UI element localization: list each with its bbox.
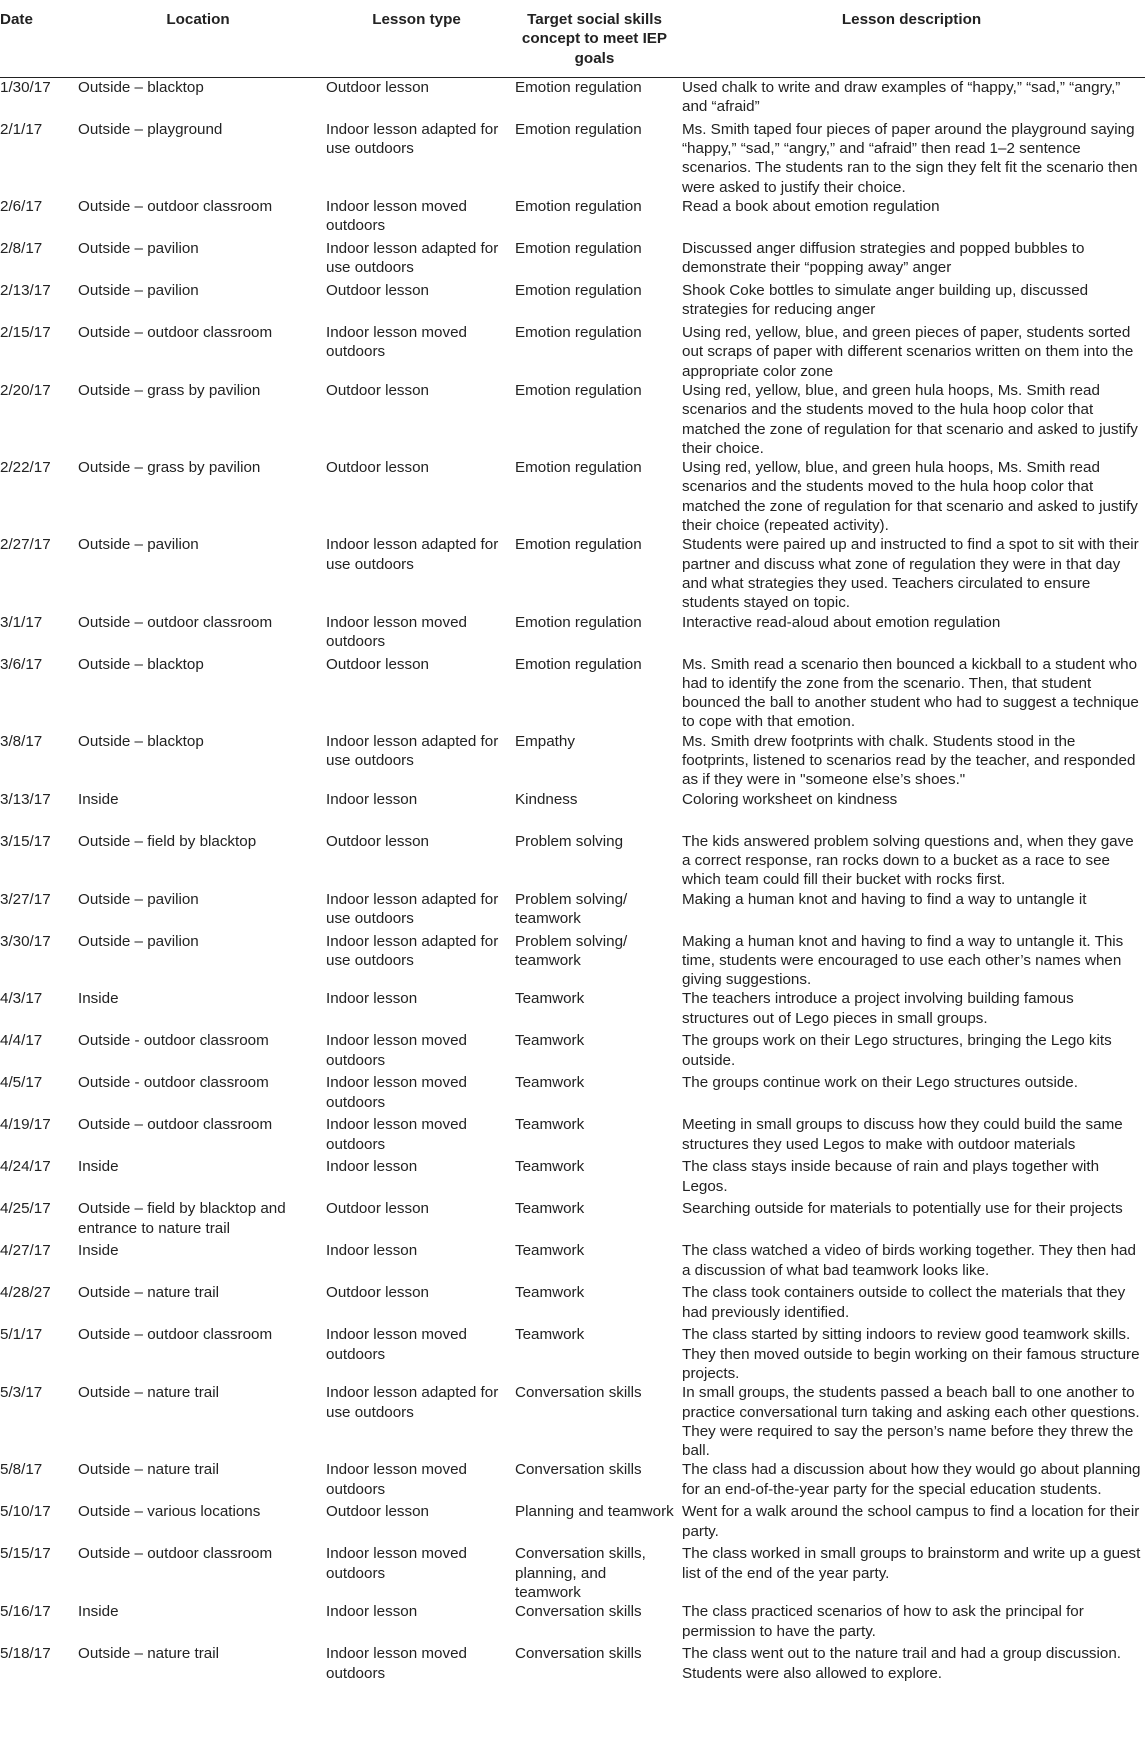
cell-date: 4/5/17 [0, 1074, 43, 1092]
cell-target-skill: Emotion regulation [515, 198, 642, 216]
table-row [0, 1644, 1145, 1686]
cell-description: Ms. Smith drew footprints with chalk. Students stood in the footprints, listened to scenarios read by the teacher, and responded as if they were in "someone else’s shoes." [682, 732, 1136, 789]
table-row [0, 732, 1145, 790]
table-row [0, 1502, 1145, 1544]
cell-date: 2/15/17 [0, 324, 51, 342]
header-location: Location [74, 0, 322, 77]
cell-target-skill: Emotion regulation [515, 655, 642, 673]
table-row [0, 1602, 1145, 1644]
cell-date: 4/24/17 [0, 1158, 51, 1176]
cell-lesson-type: Outdoor lesson [326, 655, 429, 673]
cell-lesson-type: Indoor lesson adapted for use outdoors [326, 732, 499, 770]
table-row [0, 613, 1145, 655]
cell-lesson-type: Indoor lesson [326, 1158, 418, 1176]
cell-lesson-type: Indoor lesson adapted for use outdoors [326, 890, 499, 927]
cell-location: Outside – pavilion [78, 240, 199, 258]
cell-date: 3/30/17 [0, 932, 51, 950]
cell-location: Outside – outdoor classroom [78, 613, 273, 631]
table-row [0, 1241, 1145, 1283]
cell-lesson-type: Indoor lesson [326, 1242, 418, 1260]
header-lesson-description: Lesson description [678, 0, 1145, 77]
cell-location: Outside – blacktop [78, 732, 204, 750]
cell-date: 2/8/17 [0, 240, 43, 258]
cell-target-skill: Teamwork [515, 1074, 585, 1092]
cell-lesson-type: Indoor lesson moved outdoors [326, 1645, 467, 1682]
cell-lesson-type: Indoor lesson adapted for use outdoors [326, 932, 499, 969]
cell-lesson-type: Outdoor lesson [326, 1503, 429, 1521]
cell-location: Inside [78, 990, 119, 1008]
cell-location: Outside – outdoor classroom [78, 1545, 273, 1563]
cell-location: Outside – pavilion [78, 536, 199, 554]
table-row [0, 1283, 1145, 1325]
cell-target-skill: Conversation skills [515, 1603, 642, 1621]
cell-lesson-type: Indoor lesson moved outdoors [326, 324, 467, 361]
table-body [0, 77, 1145, 1686]
cell-lesson-type: Outdoor lesson [326, 1200, 429, 1218]
cell-location: Outside – blacktop [78, 78, 204, 96]
cell-location: Inside [78, 1242, 119, 1260]
cell-date: 3/6/17 [0, 655, 43, 673]
cell-lesson-type: Outdoor lesson [326, 832, 429, 850]
header-lesson-type: Lesson type [322, 0, 511, 77]
cell-date: 2/13/17 [0, 282, 51, 300]
cell-target-skill: Planning and teamwork [515, 1503, 674, 1521]
cell-lesson-type: Indoor lesson adapted for use outdoors [326, 536, 499, 573]
cell-description: Using red, yellow, blue, and green pieces of paper, students sorted out scraps of paper with different scenarios written on them into the appropriate color zone [682, 324, 1134, 380]
table-row [0, 790, 1145, 832]
cell-description: The class practiced scenarios of how to ask the principal for permission to have the party. [682, 1603, 1084, 1640]
cell-location: Outside – pavilion [78, 282, 199, 300]
header-date: Date [0, 0, 74, 77]
table-row [0, 832, 1145, 890]
cell-lesson-type: Indoor lesson moved outdoors [326, 1461, 467, 1498]
cell-description: The class had a discussion about how they would go about planning for an end-of-the-year party for the special education students. [682, 1461, 1141, 1498]
cell-description: Meeting in small groups to discuss how they could build the same structures they used Legos to make with outdoor materials [682, 1116, 1123, 1153]
cell-location: Outside – various locations [78, 1503, 261, 1521]
cell-target-skill: Emotion regulation [515, 381, 642, 399]
table-row [0, 197, 1145, 239]
table-row [0, 120, 1145, 197]
table-row [0, 1157, 1145, 1199]
cell-location: Outside – field by blacktop and entrance to nature trail [78, 1200, 286, 1237]
header-target-skill: Target social skills concept to meet IEP goals [511, 0, 678, 77]
cell-date: 4/28/27 [0, 1284, 51, 1302]
cell-date: 3/15/17 [0, 832, 51, 850]
cell-lesson-type: Outdoor lesson [326, 381, 429, 399]
cell-target-skill: Teamwork [515, 1284, 585, 1302]
table-header-row [0, 0, 1145, 77]
table-row [0, 989, 1145, 1031]
cell-lesson-type: Indoor lesson moved outdoors [326, 1032, 467, 1069]
table-row [0, 239, 1145, 281]
cell-location: Outside – playground [78, 120, 223, 138]
cell-target-skill: Conversation skills [515, 1461, 642, 1479]
cell-date: 5/1/17 [0, 1326, 43, 1344]
cell-lesson-type: Indoor lesson moved outdoors [326, 1116, 467, 1153]
cell-description: Ms. Smith read a scenario then bounced a kickball to a student who had to identify the zone from the scenario. Then, that student bounced the ball to another student who had to suggest a technique to cope with that emotion. [682, 655, 1139, 731]
cell-lesson-type: Indoor lesson adapted for use outdoors [326, 120, 499, 158]
table-row [0, 1115, 1145, 1157]
cell-description: Ms. Smith taped four pieces of paper around the playground saying “happy,” “sad,” “angry,” and “afraid” then read 1–2 sentence scenarios. The students ran to the sign they felt fit the scenario then were asked to justify their choice. [682, 120, 1138, 196]
cell-date: 4/19/17 [0, 1116, 51, 1134]
cell-lesson-type: Indoor lesson moved outdoors [326, 1074, 467, 1111]
cell-location: Inside [78, 790, 119, 808]
cell-date: 5/8/17 [0, 1461, 43, 1479]
cell-location: Outside – nature trail [78, 1284, 219, 1302]
table-row [0, 1460, 1145, 1502]
table-row [0, 381, 1145, 458]
cell-date: 2/22/17 [0, 459, 51, 477]
cell-description: In small groups, the students passed a beach ball to one another to practice conversational turn taking and asking each other questions. They were required to say the person’s name before they threw the ball. [682, 1384, 1140, 1460]
cell-lesson-type: Outdoor lesson [326, 459, 429, 477]
cell-location: Outside – nature trail [78, 1461, 219, 1479]
cell-location: Outside – outdoor classroom [78, 1116, 273, 1134]
cell-date: 4/27/17 [0, 1242, 51, 1260]
cell-date: 2/20/17 [0, 381, 51, 399]
table-row [0, 1199, 1145, 1241]
table-row [0, 458, 1145, 535]
cell-description: Making a human knot and having to find a way to untangle it. This time, students were encouraged to use each other’s names when giving suggestions. [682, 932, 1124, 989]
cell-lesson-type: Indoor lesson moved outdoors [326, 613, 467, 650]
cell-description: Interactive read-aloud about emotion regulation [682, 613, 1001, 631]
cell-description: The groups continue work on their Lego structures outside. [682, 1074, 1078, 1092]
cell-lesson-type: Indoor lesson moved outdoors [326, 1326, 467, 1363]
cell-target-skill: Emotion regulation [515, 282, 642, 300]
cell-target-skill: Teamwork [515, 1200, 585, 1218]
cell-lesson-type: Indoor lesson [326, 990, 418, 1008]
cell-date: 5/10/17 [0, 1503, 51, 1521]
cell-description: Went for a walk around the school campus to find a location for their party. [682, 1503, 1140, 1540]
cell-description: The class took containers outside to collect the materials that they had previously identified. [682, 1284, 1126, 1321]
cell-target-skill: Teamwork [515, 1158, 585, 1176]
cell-lesson-type: Indoor lesson adapted for use outdoors [326, 1384, 499, 1421]
cell-description: Using red, yellow, blue, and green hula hoops, Ms. Smith read scenarios and the students moved to the hula hoop color that matched the zone of regulation for that scenario and asked to justify their choice. [682, 381, 1138, 457]
cell-lesson-type: Outdoor lesson [326, 1284, 429, 1302]
cell-date: 2/6/17 [0, 198, 43, 216]
cell-date: 4/3/17 [0, 990, 43, 1008]
cell-target-skill: Problem solving/ teamwork [515, 932, 628, 969]
cell-target-skill: Empathy [515, 732, 575, 750]
cell-target-skill: Teamwork [515, 1116, 585, 1134]
cell-date: 4/4/17 [0, 1032, 43, 1050]
cell-target-skill: Conversation skills [515, 1384, 642, 1402]
cell-description: The class started by sitting indoors to review good teamwork skills. They then moved outside to begin working on their famous structure projects. [682, 1326, 1140, 1382]
cell-date: 3/1/17 [0, 613, 43, 631]
cell-description: The class worked in small groups to brainstorm and write up a guest list of the end of the year party. [682, 1545, 1141, 1582]
table-row [0, 1383, 1145, 1460]
cell-description: Used chalk to write and draw examples of “happy,” “sad,” “angry,” and “afraid” [682, 78, 1121, 116]
cell-description: The class went out to the nature trail and had a group discussion. Students were also allowed to explore. [682, 1645, 1122, 1682]
cell-lesson-type: Indoor lesson [326, 790, 418, 808]
table-row [0, 1325, 1145, 1383]
cell-target-skill: Emotion regulation [515, 324, 642, 342]
table-row [0, 281, 1145, 323]
cell-description: Students were paired up and instructed to find a spot to sit with their partner and discuss what zone of regulation they were in that day and what strategies they used. Teachers circulated to ensure students stayed on topic. [682, 536, 1139, 612]
cell-location: Outside – pavilion [78, 932, 199, 950]
cell-description: The class watched a video of birds working together. They then had a discussion of what bad teamwork looks like. [682, 1242, 1136, 1279]
cell-location: Outside – outdoor classroom [78, 198, 273, 216]
cell-location: Outside – grass by pavilion [78, 381, 261, 399]
cell-description: Discussed anger diffusion strategies and popped bubbles to demonstrate their “popping away” anger [682, 240, 1085, 277]
cell-description: The class stays inside because of rain and plays together with Legos. [682, 1158, 1100, 1195]
cell-target-skill: Teamwork [515, 1032, 585, 1050]
cell-location: Outside – grass by pavilion [78, 459, 261, 477]
cell-target-skill: Teamwork [515, 1242, 585, 1260]
cell-target-skill: Emotion regulation [515, 536, 642, 554]
cell-target-skill: Emotion regulation [515, 78, 642, 96]
table-row [0, 1073, 1145, 1115]
cell-description: Coloring worksheet on kindness [682, 790, 898, 808]
table-row [0, 1031, 1145, 1073]
cell-description: Making a human knot and having to find a way to untangle it [682, 890, 1087, 908]
cell-date: 1/30/17 [0, 78, 51, 96]
cell-description: Searching outside for materials to potentially use for their projects [682, 1200, 1123, 1218]
cell-location: Outside – blacktop [78, 655, 204, 673]
cell-date: 4/25/17 [0, 1200, 51, 1218]
table-row [0, 1544, 1145, 1602]
cell-location: Inside [78, 1158, 119, 1176]
cell-description: Using red, yellow, blue, and green hula hoops, Ms. Smith read scenarios and the students moved to the hula hoop color that matched the zone of regulation for that scenario and asked to justify their choice (repeated activity). [682, 459, 1138, 535]
cell-description: The kids answered problem solving questions and, when they gave a correct response, ran rocks down to a bucket as a race to see which team could fill their bucket with rocks first. [682, 832, 1134, 889]
table-row [0, 535, 1145, 612]
table-row [0, 890, 1145, 932]
cell-date: 5/16/17 [0, 1603, 51, 1621]
cell-location: Outside - outdoor classroom [78, 1032, 269, 1050]
table-row [0, 323, 1145, 381]
cell-lesson-type: Outdoor lesson [326, 282, 429, 300]
cell-description: The teachers introduce a project involving building famous structures out of Lego pieces in small groups. [682, 990, 1074, 1027]
cell-lesson-type: Indoor lesson moved outdoors [326, 1545, 467, 1582]
cell-lesson-type: Indoor lesson [326, 1603, 418, 1621]
cell-target-skill: Teamwork [515, 990, 585, 1008]
cell-location: Outside – outdoor classroom [78, 324, 273, 342]
cell-target-skill: Problem solving [515, 832, 624, 850]
cell-location: Outside - outdoor classroom [78, 1074, 269, 1092]
cell-lesson-type: Indoor lesson adapted for use outdoors [326, 240, 499, 277]
cell-target-skill: Emotion regulation [515, 459, 642, 477]
cell-date: 3/27/17 [0, 890, 51, 908]
cell-lesson-type: Outdoor lesson [326, 78, 429, 96]
cell-date: 3/8/17 [0, 732, 43, 750]
cell-target-skill: Conversation skills, planning, and teamwork [515, 1545, 646, 1602]
cell-description: Read a book about emotion regulation [682, 198, 940, 216]
cell-date: 5/15/17 [0, 1545, 51, 1563]
cell-date: 5/18/17 [0, 1645, 51, 1663]
cell-target-skill: Emotion regulation [515, 240, 642, 258]
cell-location: Outside – nature trail [78, 1384, 219, 1402]
cell-target-skill: Conversation skills [515, 1645, 642, 1663]
cell-target-skill: Emotion regulation [515, 120, 642, 138]
cell-target-skill: Kindness [515, 790, 578, 808]
cell-lesson-type: Indoor lesson moved outdoors [326, 198, 467, 235]
cell-location: Outside – nature trail [78, 1645, 219, 1663]
cell-date: 2/1/17 [0, 120, 43, 138]
cell-date: 3/13/17 [0, 790, 51, 808]
cell-description: Shook Coke bottles to simulate anger building up, discussed strategies for reducing anger [682, 282, 1089, 319]
cell-target-skill: Emotion regulation [515, 613, 642, 631]
cell-date: 2/27/17 [0, 536, 51, 554]
cell-location: Outside – field by blacktop [78, 832, 257, 850]
cell-target-skill: Teamwork [515, 1326, 585, 1344]
cell-location: Inside [78, 1603, 119, 1621]
cell-description: The groups work on their Lego structures, bringing the Lego kits outside. [682, 1032, 1112, 1069]
table-row [0, 655, 1145, 732]
cell-location: Outside – outdoor classroom [78, 1326, 273, 1344]
cell-date: 5/3/17 [0, 1384, 43, 1402]
table-row [0, 77, 1145, 120]
cell-location: Outside – pavilion [78, 890, 199, 908]
table-row [0, 932, 1145, 990]
cell-target-skill: Problem solving/ teamwork [515, 890, 628, 927]
